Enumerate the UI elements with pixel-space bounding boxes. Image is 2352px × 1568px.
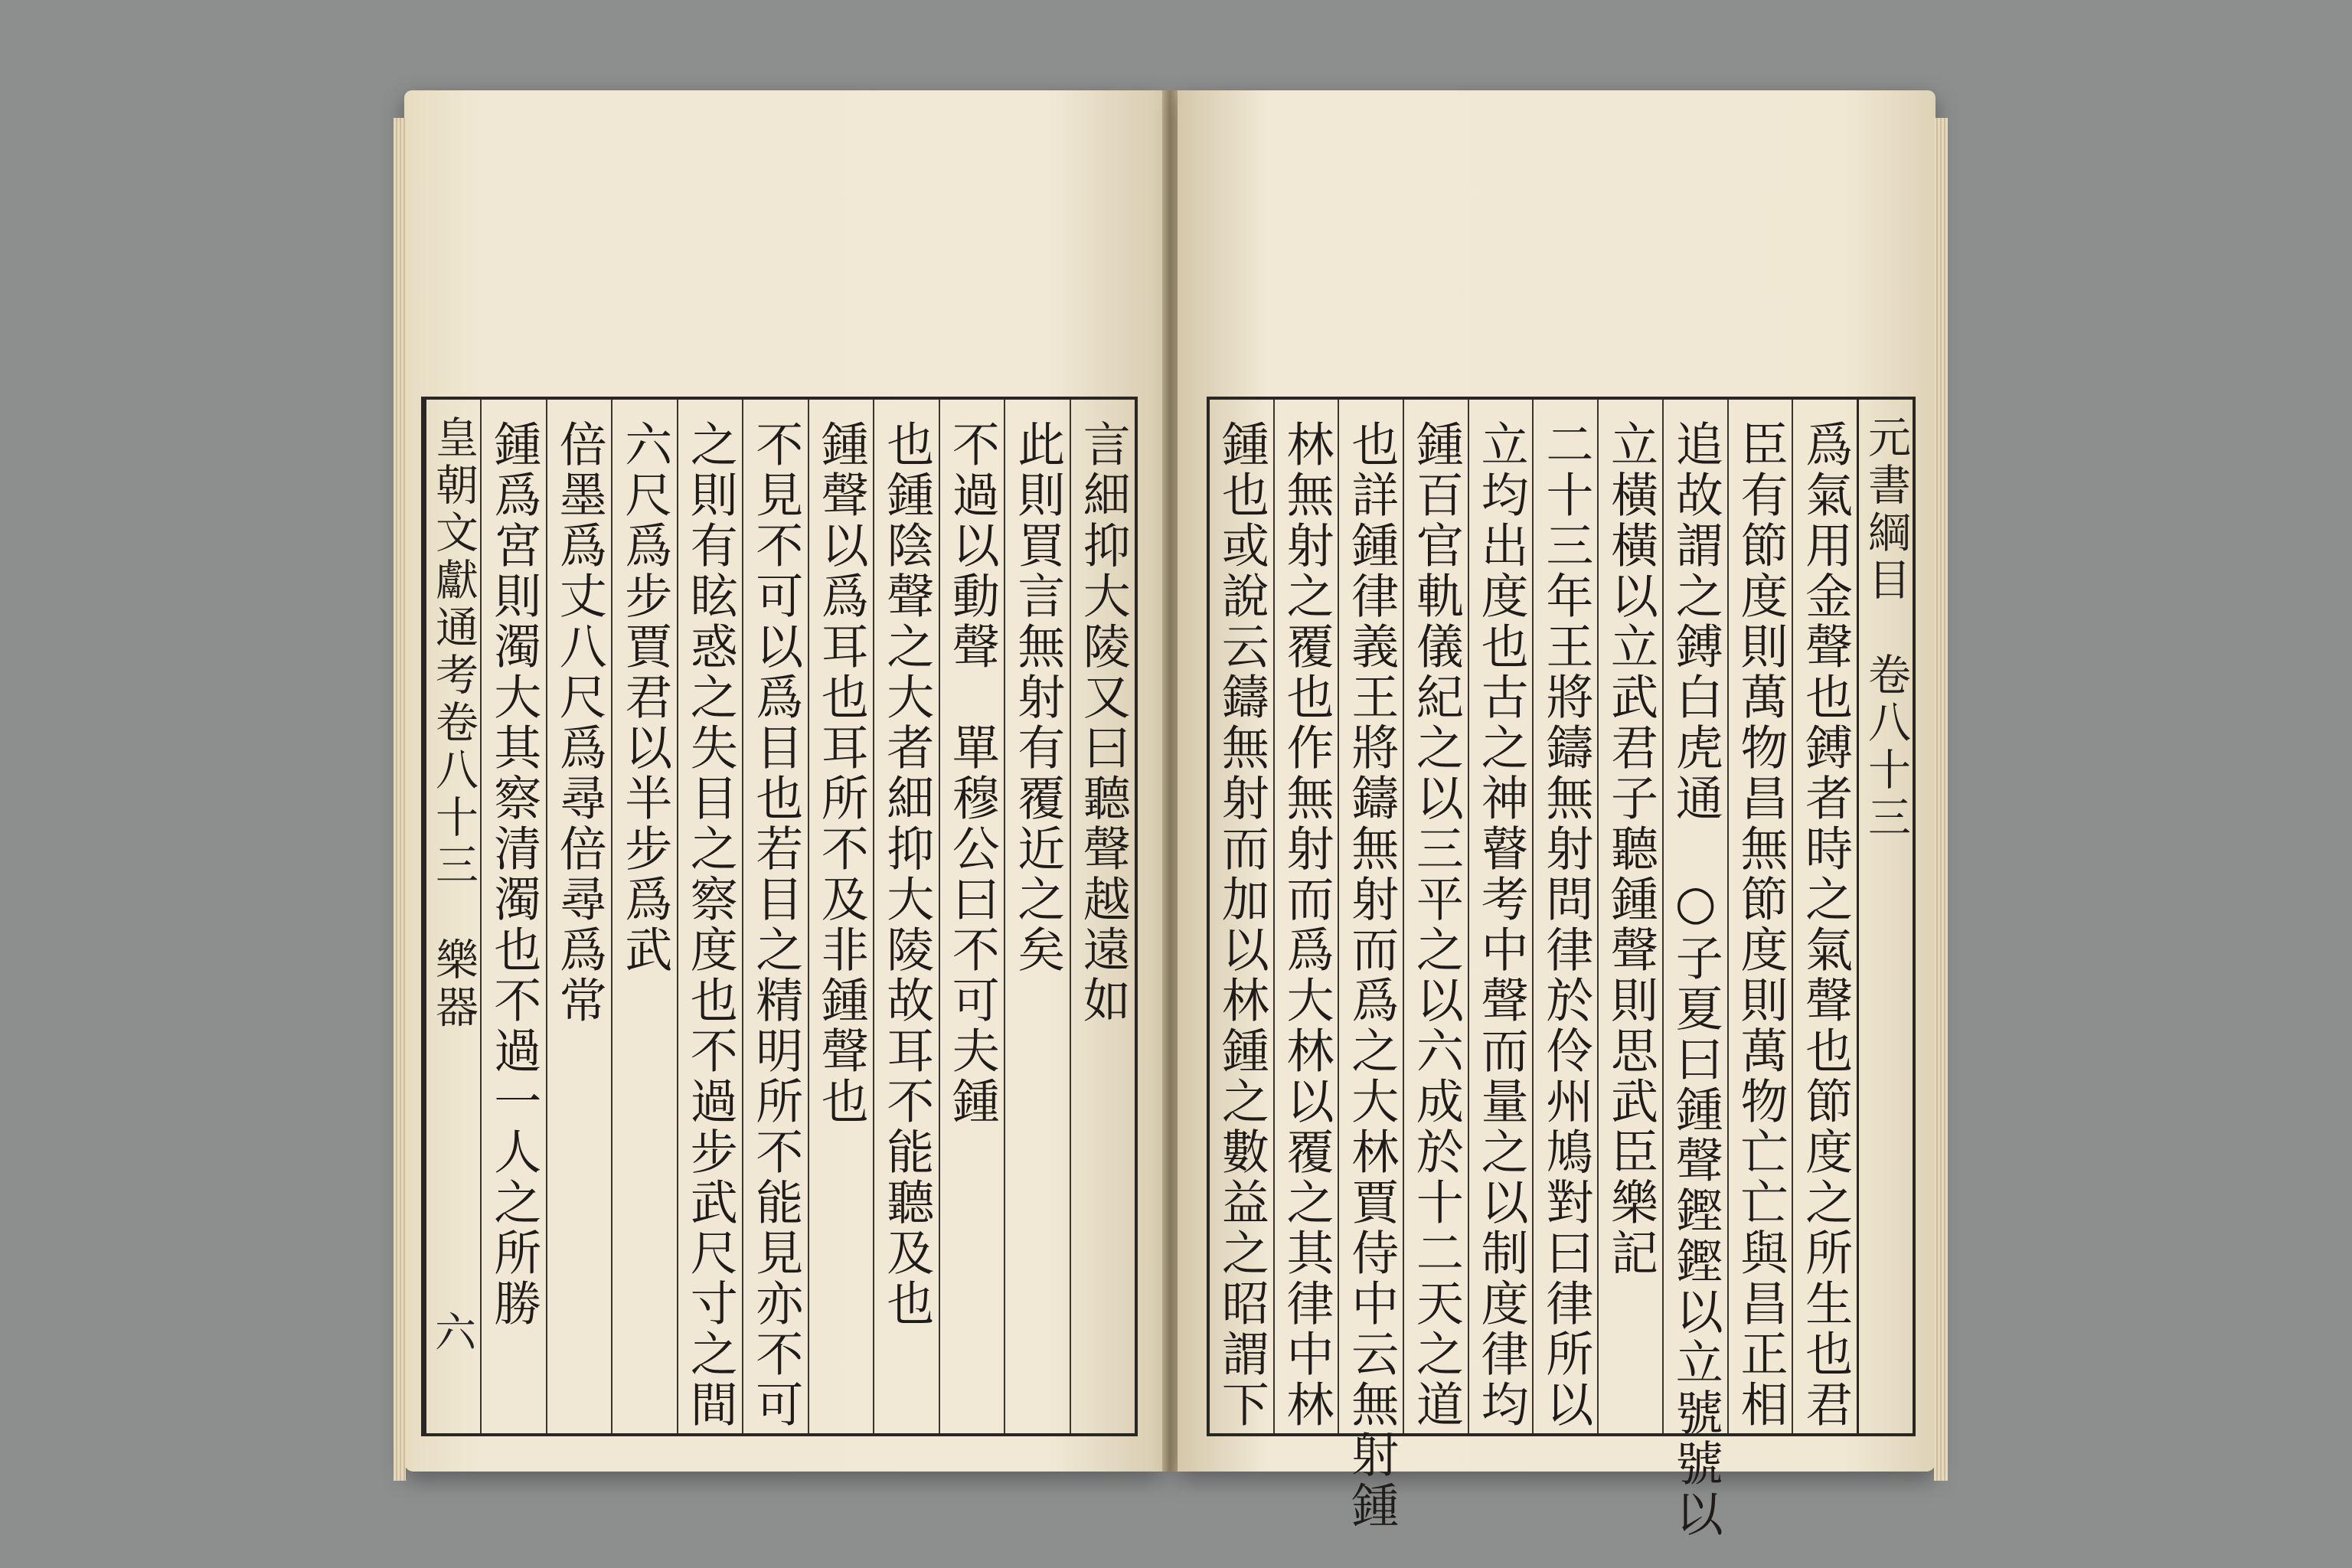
text-column: 鍾聲以爲耳也耳所不及非鍾聲也 [808, 400, 874, 1433]
book-gutter [1162, 90, 1178, 1472]
right-margin-title: 元書綱目 卷八十三 [1857, 400, 1913, 1433]
page-number: 六 [435, 1308, 476, 1357]
text-column: 倍墨爲丈八尺爲尋倍尋爲常 [546, 400, 612, 1433]
text-column: 立均出度也古之神瞽考中聲而量之以制度律均 [1468, 400, 1533, 1433]
text-column: 鍾也或說云鑄無射而加以林鍾之數益之昭謂下 [1214, 420, 1270, 1430]
text-column: 也詳鍾律義王將鑄無射而爲之大林賈侍中云無射鍾 [1338, 400, 1403, 1433]
left-page-edges [394, 118, 406, 1481]
text-column: 之則有眩惑之失目之察度也不過步武尺寸之間 [677, 400, 743, 1433]
text-column: 也鍾陰聲之大者細抑大陵故耳不能聽及也 [873, 400, 939, 1433]
text-column: 言細抑大陵又曰聽聲越遠如 [1070, 400, 1135, 1433]
text-column: 此則買言無射有覆近之矣 [1004, 400, 1070, 1433]
left-margin-title: 皇朝文獻通考卷八十三 樂器 [424, 400, 480, 1433]
left-text-frame [421, 397, 1138, 1436]
text-column: 不見不可以爲目也若目之精明所不能見亦不可 [742, 400, 808, 1433]
text-column: 追故謂之鎛白虎通 ○子夏曰鍾聲鏗鏗以立號號以 [1662, 400, 1727, 1433]
text-column: 二十三年王將鑄無射問律於伶州鳩對曰律所以 [1532, 400, 1597, 1433]
text-column: 臣有節度則萬物昌無節度則萬物亡亡與昌正相 [1727, 400, 1792, 1433]
right-page [1178, 90, 1936, 1540]
text-column: 鍾爲宮則濁大其察清濁也不過一人之所勝 [480, 400, 546, 1433]
right-text-frame [1207, 397, 1916, 1540]
text-column: 林無射之覆也作無射而爲大林以覆之其律中林 [1273, 400, 1338, 1433]
text-column: 爲氣用金聲也鎛者時之氣聲也節度之所生也君 [1792, 400, 1857, 1433]
open-book [404, 75, 1936, 1540]
text-column: 立橫橫以立武君子聽鍾聲則思武臣樂記 [1597, 400, 1662, 1433]
left-page [404, 90, 1162, 1472]
right-page-edges [1934, 118, 1948, 1481]
text-column: 六尺爲步賈君以半步爲武 [611, 400, 677, 1433]
text-column: 鍾百官軌儀紀之以三平之以六成於十二天之道 [1403, 400, 1468, 1433]
text-column: 不過以動聲 單穆公曰不可夫鍾 [939, 400, 1004, 1433]
